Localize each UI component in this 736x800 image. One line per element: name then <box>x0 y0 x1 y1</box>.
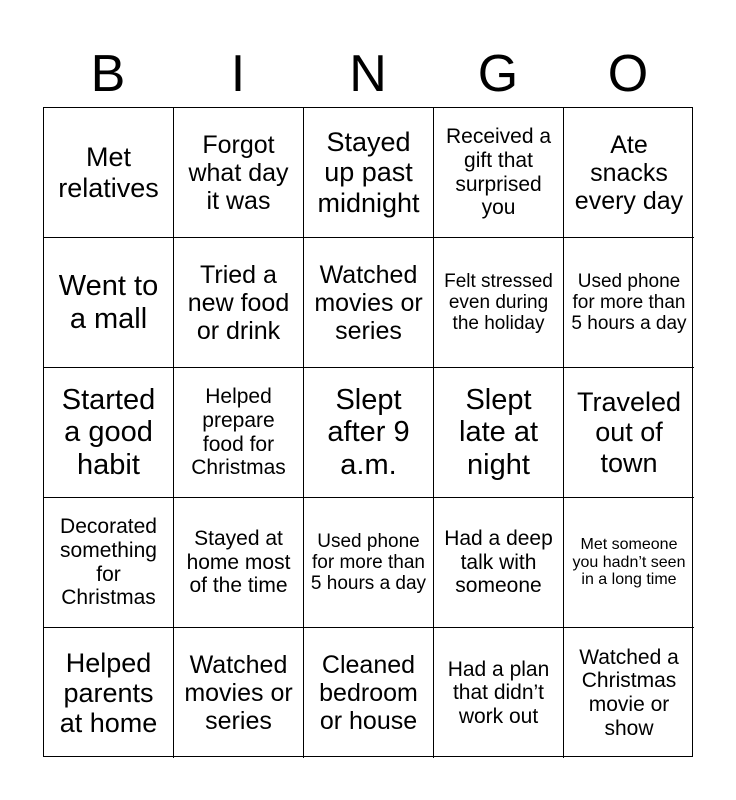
bingo-cell-r5-c3[interactable] <box>304 628 434 758</box>
cell-label: Stayed up past midnight <box>317 127 420 218</box>
bingo-cell-r4-c5[interactable] <box>564 498 694 628</box>
bingo-cell-r5-c2[interactable] <box>174 628 304 758</box>
bingo-cell-r2-c5[interactable] <box>564 238 694 368</box>
cell-label: Cleaned bedroom or house <box>319 651 418 735</box>
bingo-cell-r1-c1[interactable] <box>44 108 174 238</box>
cell-label: Tried a new food or drink <box>187 260 290 345</box>
cell-label: Received a gift that surprised you <box>445 125 552 220</box>
header-letter-n: N <box>349 45 387 103</box>
bingo-cell-r2-c3[interactable] <box>304 238 434 368</box>
bingo-cell-r3-c1[interactable] <box>44 368 174 498</box>
cell-label: Decorated something for Christmas <box>60 515 157 610</box>
cell-label: Used phone for more than 5 hours a day <box>571 270 687 335</box>
bingo-cell-r4-c3[interactable] <box>304 498 434 628</box>
bingo-header <box>43 40 693 108</box>
cell-label: Traveled out of town <box>576 387 682 478</box>
bingo-cell-r5-c4[interactable] <box>434 628 564 758</box>
cell-label: Slept late at night <box>459 383 538 481</box>
cell-label: Felt stressed even during the holiday <box>444 270 553 335</box>
cell-label: Met relatives <box>58 142 159 203</box>
bingo-cell-r1-c3[interactable] <box>304 108 434 238</box>
cell-label: Helped prepare food for Christmas <box>191 385 286 480</box>
bingo-cell-r1-c4[interactable] <box>434 108 564 238</box>
cell-label: Had a deep talk with someone <box>444 527 553 598</box>
bingo-cell-r5-c1[interactable] <box>44 628 174 758</box>
cell-label: Ate snacks every day <box>574 130 684 215</box>
bingo-cell-r1-c2[interactable] <box>174 108 304 238</box>
bingo-cell-r3-c3[interactable] <box>304 368 434 498</box>
bingo-cell-r4-c1[interactable] <box>44 498 174 628</box>
bingo-cell-r3-c2[interactable] <box>174 368 304 498</box>
header-letter-b: B <box>90 45 126 103</box>
header-letter-i: I <box>230 45 246 103</box>
cell-label: Used phone for more than 5 hours a day <box>310 530 427 595</box>
bingo-cell-r2-c2[interactable] <box>174 238 304 368</box>
bingo-cell-r3-c5[interactable] <box>564 368 694 498</box>
cell-label: Helped parents at home <box>59 647 158 739</box>
bingo-cell-r3-c4[interactable] <box>434 368 564 498</box>
cell-label: Watched a Christmas movie or show <box>579 645 679 740</box>
cell-label: Watched movies or series <box>314 260 423 345</box>
cell-label: Watched movies or series <box>184 651 293 735</box>
cell-label: Started a good habit <box>61 383 156 481</box>
bingo-cell-r2-c4[interactable] <box>434 238 564 368</box>
header-letter-g: G <box>477 45 519 103</box>
cell-label: Slept after 9 a.m. <box>327 383 410 481</box>
cell-label: Had a plan that didn’t work out <box>447 657 550 728</box>
bingo-cell-r5-c5[interactable] <box>564 628 694 758</box>
cell-label: Went to a mall <box>58 270 159 335</box>
bingo-cell-r4-c4[interactable] <box>434 498 564 628</box>
cell-label: Forgot what day it was <box>188 130 289 215</box>
cell-label: Stayed at home most of the time <box>186 527 291 598</box>
bingo-cell-r1-c5[interactable] <box>564 108 694 238</box>
bingo-cell-r2-c1[interactable] <box>44 238 174 368</box>
bingo-board <box>43 107 693 757</box>
cell-label: Met someone you hadn’t seen in a long time <box>572 535 686 589</box>
bingo-cell-r4-c2[interactable] <box>174 498 304 628</box>
header-letter-o: O <box>607 45 649 103</box>
